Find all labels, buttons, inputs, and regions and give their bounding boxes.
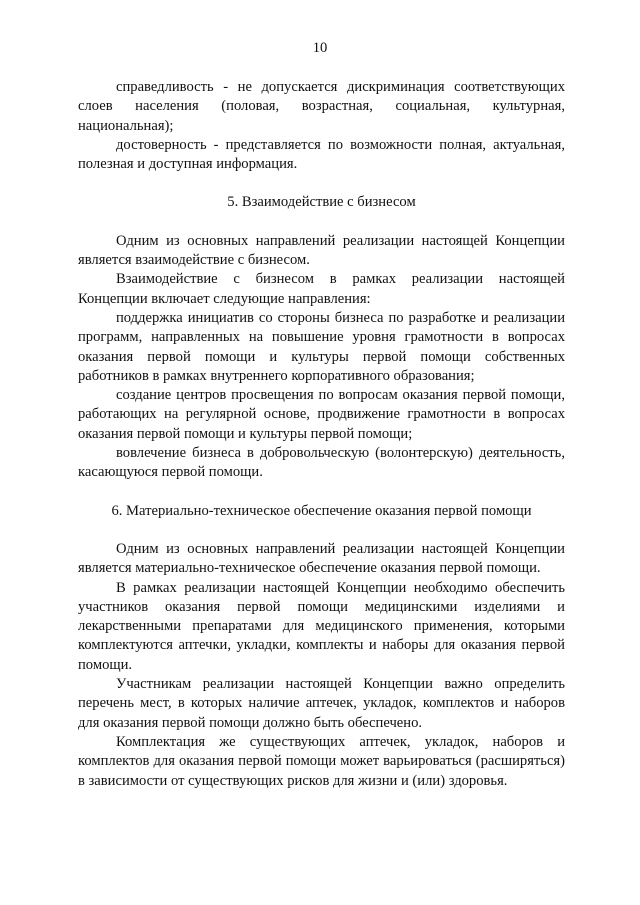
list-item: создание центров просвещения по вопросам оказания первой помощи, работающих на регулярной основе, продвижение грамотности в вопросах оказания первой помощи и культуры первой помощи; — [78, 387, 565, 442]
paragraph: В рамках реализации настоящей Концепции необходимо обеспечить участников оказания первой помощи медицинскими изделиями и лекарственными препаратами для медицинского применения, которыми комплектуются аптечки, укладки, комплекты и наборы для оказания первой помощи. — [78, 579, 565, 673]
paragraph: справедливость - не допускается дискриминация соответствующих слоев населения (половая, возрастная, социальная, культурная, национальная); — [78, 79, 565, 134]
paragraph: Одним из основных направлений реализации настоящей Концепции является взаимодействие с бизнесом. — [78, 232, 565, 269]
page-number: 10 — [312, 40, 328, 56]
paragraph: Комплектация же существующих аптечек, укладок, наборов и комплектов для оказания первой помощи может варьироваться (расширяться) в зависимости от существующих рисков для жизни и (или) здоровья. — [78, 733, 565, 789]
paragraph: Одним из основных направлений реализации настоящей Концепции является материально-техническое обеспечение оказания первой помощи. — [78, 540, 565, 577]
list-item: вовлечение бизнеса в добровольческую (волонтерскую) деятельность, касающуюся первой помощи. — [78, 445, 565, 481]
section-heading: 6. Материально-техническое обеспечение оказания первой помощи — [111, 502, 532, 519]
section-heading: 5. Взаимодействие с бизнесом — [227, 194, 416, 211]
page-body — [78, 78, 565, 791]
list-item: поддержка инициатив со стороны бизнеса по разработке и реализации программ, направленных на повышение уровня грамотности в вопросах оказания первой помощи и культуры первой помощи собственных работников в рамках внутреннего корпоративного образования; — [78, 309, 565, 384]
paragraph: Участникам реализации настоящей Концепции важно определить перечень мест, в которых наличие аптечек, укладок, комплектов и наборов для оказания первой помощи должно быть обеспечено. — [78, 676, 565, 731]
paragraph: Взаимодействие с бизнесом в рамках реализации настоящей Концепции включает следующие направления: — [78, 271, 565, 307]
paragraph: достоверность - представляется по возможности полная, актуальная, полезная и доступная информация. — [78, 136, 565, 173]
